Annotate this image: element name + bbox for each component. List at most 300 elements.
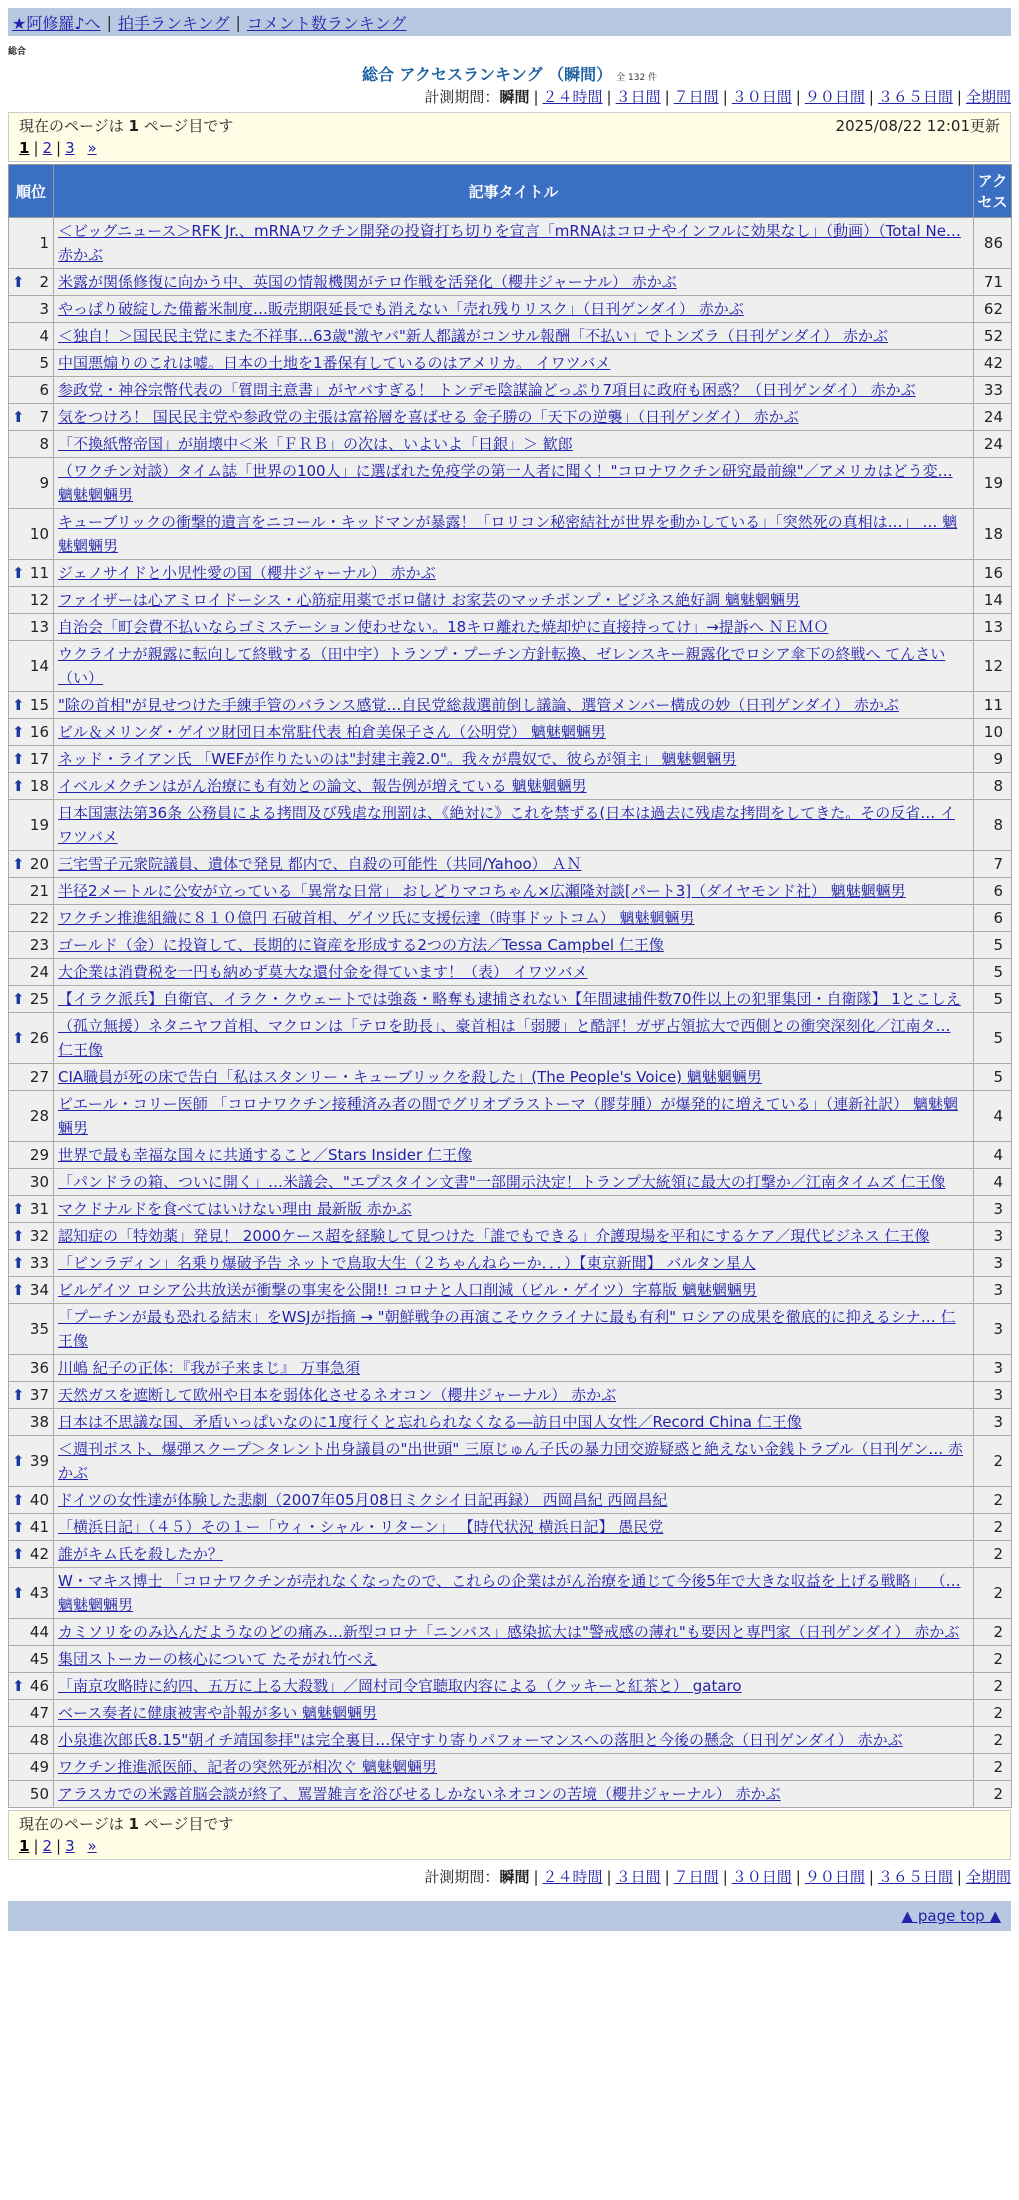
title-cell [54,1700,974,1727]
access-count-cell: 14 [974,587,1012,614]
table-row [9,1013,1012,1064]
article-title-link[interactable]: 「プーチンが最も恐れる結末」をWSJが指摘 → "朝鮮戦争の再演こそウクライナに最も有利" ロシアの成果を徹底的に抑えるシナ… 仁王像 [58,1308,956,1350]
rank-up-arrow-icon: ⬆ [12,1386,25,1404]
rank-cell [9,296,54,323]
title-cell [54,1487,974,1514]
period-current: 瞬間 [499,88,530,106]
title-cell [54,1223,974,1250]
article-title-link[interactable]: 日本国憲法第36条 公務員による拷問及び残虐な刑罰は、《絶対に》これを禁ずる(日本は過去に残虐な拷問をしてきた。その反省… イワツバメ [58,804,955,846]
rank-cell [9,692,54,719]
period-option-link[interactable]: ７日間 [673,1868,719,1886]
rank-number: 28 [29,1107,49,1125]
access-count-cell: 2 [974,1514,1012,1541]
table-row [9,1304,1012,1355]
rank-number: 11 [29,564,49,582]
nav-separator: | [106,12,112,32]
rank-number: 46 [29,1677,49,1695]
access-count-cell: 33 [974,377,1012,404]
rank-number: 18 [29,777,49,795]
article-title-link[interactable]: ゴールド（金）に投資して、長期的に資産を形成する2つの方法／Tessa Campbel 仁王像 [58,936,664,954]
period-separator: | [795,88,801,106]
title-cell [54,1541,974,1568]
table-row [9,1277,1012,1304]
title-cell [54,614,974,641]
title-cell [54,218,974,269]
period-separator: | [868,1868,874,1886]
title-cell [54,458,974,509]
rank-cell [9,323,54,350]
next-page-link[interactable]: » [87,1837,97,1855]
page-text-pre: 現在のページは [19,117,129,135]
rank-up-arrow-icon: ⬆ [12,1518,25,1536]
rank-cell [9,1013,54,1064]
rank-up-arrow-icon: ⬆ [12,1029,25,1047]
period-option-link[interactable]: ２４時間 [542,88,603,106]
rank-number: 31 [29,1200,49,1218]
current-page-text [19,115,233,137]
table-row [9,641,1012,692]
rank-number: 3 [39,300,49,318]
page-text-post: ページ目です [138,117,234,135]
page-top-link[interactable]: ▲ page top ▲ [901,1907,1001,1925]
access-count-cell: 2 [974,1436,1012,1487]
table-row [9,1409,1012,1436]
table-row [9,560,1012,587]
article-title-link[interactable]: ベース奏者に健康被害や訃報が多い 魑魅魍魎男 [58,1704,378,1722]
rank-cell [9,509,54,560]
access-count-cell: 5 [974,1013,1012,1064]
title-cell [54,1091,974,1142]
page-link[interactable]: 2 [42,1837,53,1855]
title-cell [54,296,974,323]
rank-cell [9,746,54,773]
table-row [9,1169,1012,1196]
article-title-link[interactable]: 川嶋 紀子の正体：『我が子来まじ』 万事急須 [58,1359,361,1377]
table-row [9,719,1012,746]
article-title-link[interactable]: ドイツの女性達が体験した悲劇（2007年05月08日ミクシイ日記再録） 西岡昌紀 西岡昌紀 [58,1491,668,1509]
period-option-link[interactable]: ７日間 [673,88,719,106]
article-title-link[interactable]: やっぱり破綻した備蓄米制度…販売期限延長でも消えない「売れ残りリスク」（日刊ゲンダイ） 赤かぶ [58,300,744,318]
article-title-link[interactable]: ジェノサイドと小児性愛の国（櫻井ジャーナル） 赤かぶ [58,564,436,582]
article-title-link[interactable]: 【イラク派兵】自衛官、イラク・クウェートでは強姦・略奪も逮捕されない【年間逮捕件数70件以上の犯罪集団・自衛隊】 1とこしえ [58,990,961,1008]
title-cell [54,1646,974,1673]
period-separator: | [795,1868,801,1886]
article-title-link[interactable]: 参政党・神谷宗幣代表の「質問主意書」がヤバすぎる！ トンデモ陰謀論どっぷり7項目に政府も困惑？（日刊ゲンダイ） 赤かぶ [58,381,916,399]
table-row [9,1700,1012,1727]
updated-timestamp: 2025/08/22 12:01更新 [835,117,1000,135]
rank-cell [9,1355,54,1382]
rank-cell [9,458,54,509]
title-cell [54,1355,974,1382]
period-separator: | [722,88,728,106]
rank-number: 50 [29,1785,49,1803]
rank-number: 5 [39,354,49,372]
article-title-link[interactable]: ＜週刊ポスト、爆弾スクープ＞タレント出身議員の"出世頭" 三原じゅん子氏の暴力団交遊疑惑と絶えない金銭トラブル（日刊ゲン… 赤かぶ [58,1440,963,1482]
rank-cell [9,1436,54,1487]
rank-number: 27 [29,1068,49,1086]
article-title-link[interactable]: ＜独自！＞国民民主党にまた不祥事…63歳"激ヤバ"新人都議がコンサル報酬「不払い」でトンズラ（日刊ゲンダイ） 赤かぶ [58,327,888,345]
period-separator: | [956,1868,962,1886]
article-title-link[interactable]: 「ビンラディン」名乗り爆破予告 ネットで鳥取大生（２ちゃんねらーか．．．）【東京新聞】 バルタン星人 [58,1254,756,1272]
article-title-link[interactable]: アラスカでの米露首脳会談が終了、罵詈雑言を浴びせるしかないネオコンの苦境（櫻井ジャーナル） 赤かぶ [58,1785,781,1803]
access-count-cell: 8 [974,773,1012,800]
rank-cell [9,1196,54,1223]
access-header: アクセス [974,165,1012,218]
article-title-link[interactable]: ネッド・ライアン氏 「WEFが作りたいのは"封建主義2.0"。我々が農奴で、彼らが領主」 魑魅魍魎男 [58,750,737,768]
rank-cell [9,986,54,1013]
title-cell [54,587,974,614]
rank-cell [9,1514,54,1541]
title-cell [54,350,974,377]
access-count-cell: 4 [974,1142,1012,1169]
period-selector-bottom [424,1866,1011,1887]
table-row [9,1754,1012,1781]
article-title-link[interactable]: 「横浜日記」（４５）その１ー「ウィ・シャル・リターン」 【時代状況 横浜日記】 愚民党 [58,1518,664,1536]
rank-cell [9,1781,54,1808]
article-title-link[interactable]: 「パンドラの箱、ついに開く」…米議会、"エプスタイン文書"一部開示決定！トランプ大統領に最大の打撃か／江南タイムズ 仁王像 [58,1173,946,1191]
rank-number: 45 [29,1650,49,1668]
category-label: 総合 [8,47,27,57]
rank-cell [9,1142,54,1169]
period-selector-top [424,86,1011,107]
access-count-cell: 3 [974,1250,1012,1277]
table-row [9,773,1012,800]
table-header-row [9,165,1012,218]
article-title-link[interactable]: キューブリックの衝撃的遺言をニコール・キッドマンが暴露！「ロリコン秘密結社が世界を動かしている」「突然死の真相は…」 … 魑魅魍魎男 [58,513,958,555]
title-cell [54,1619,974,1646]
table-row [9,1382,1012,1409]
rank-number: 38 [29,1413,49,1431]
pager-status-row [19,115,1000,137]
page-separator: | [56,139,62,157]
table-row [9,1142,1012,1169]
rank-number: 16 [29,723,49,741]
comment-ranking-link[interactable]: コメント数ランキング [246,13,407,33]
page-title-row [0,62,1019,85]
title-cell [54,1382,974,1409]
table-row [9,746,1012,773]
pager-status-row [19,1813,1000,1835]
table-row [9,404,1012,431]
table-row [9,1727,1012,1754]
rank-number: 41 [29,1518,49,1536]
page-text-pre: 現在のページは [19,1815,129,1833]
page-title: 総合 アクセスランキング （瞬間） [361,65,613,84]
article-title-link[interactable]: ピエール・コリー医師 「コロナワクチン接種済み者の間でグリオブラストーマ（膠芽腫）が爆発的に増えている」（連新社訳） 魑魅魍魎男 [58,1095,958,1137]
title-cell [54,641,974,692]
title-header: 記事タイトル [54,165,974,218]
rank-cell [9,1064,54,1091]
access-count-cell: 42 [974,350,1012,377]
article-title-link[interactable]: ビルゲイツ ロシア公共放送が衝撃の事実を公開!! コロナと人口削減（ビル・ゲイツ）字幕版 魑魅魍魎男 [58,1281,757,1299]
access-count-cell: 86 [974,218,1012,269]
rank-cell [9,1541,54,1568]
access-count-cell: 2 [974,1646,1012,1673]
rank-cell [9,1169,54,1196]
rank-number: 7 [39,408,49,426]
title-cell [54,1196,974,1223]
rank-up-arrow-icon: ⬆ [12,990,25,1008]
title-cell [54,1436,974,1487]
table-row [9,350,1012,377]
article-title-link[interactable]: ワクチン推進派医師、記者の突然死が相次ぐ 魑魅魍魎男 [58,1758,438,1776]
article-title-link[interactable]: （孤立無援）ネタニヤフ首相、マクロンは「テロを助長」、豪首相は「弱腰」と酷評！ガザ占領拡大で西側との衝突深刻化／江南タ… 仁王像 [58,1017,951,1059]
table-row [9,800,1012,851]
article-title-link[interactable]: （ワクチン対談）タイム誌「世界の100人」に選ばれた免疫学の第一人者に聞く！"コロナワクチン研究最前線"／アメリカはどう変… 魑魅魍魎男 [58,462,953,504]
title-cell [54,1304,974,1355]
rank-up-arrow-icon: ⬆ [12,1584,25,1602]
table-row [9,851,1012,878]
rank-number: 10 [29,525,49,543]
rank-number: 6 [39,381,49,399]
table-row [9,458,1012,509]
title-cell [54,800,974,851]
table-row [9,296,1012,323]
rank-up-arrow-icon: ⬆ [12,750,25,768]
rank-number: 36 [29,1359,49,1377]
rank-number: 35 [29,1320,49,1338]
rank-number: 44 [29,1623,49,1641]
access-count-cell: 5 [974,959,1012,986]
table-row [9,1619,1012,1646]
period-separator: | [533,1868,539,1886]
article-title-link[interactable]: ビル＆メリンダ・ゲイツ財団日本常駐代表 柏倉美保子さん（公明党） 魑魅魍魎男 [58,723,606,741]
rank-number: 9 [39,474,49,492]
rank-cell [9,1619,54,1646]
rank-up-arrow-icon: ⬆ [12,1452,25,1470]
title-cell [54,1673,974,1700]
access-count-cell: 3 [974,1382,1012,1409]
title-cell [54,959,974,986]
title-cell [54,932,974,959]
article-title-link[interactable]: イベルメクチンはがん治療にも有効との論文、報告例が増えている 魑魅魍魎男 [58,777,587,795]
rank-cell [9,932,54,959]
rank-cell [9,1382,54,1409]
page-current: 1 [19,139,30,157]
rank-number: 25 [29,990,49,1008]
rank-cell [9,404,54,431]
article-title-link[interactable]: 誰がキム氏を殺したか？ [58,1545,223,1563]
access-count-cell: 5 [974,932,1012,959]
article-title-link[interactable]: 「不換紙幣帝国」が崩壊中＜米「ＦＲＢ」の次は、いよいよ「日銀」＞ 歓郎 [58,435,573,453]
pager-bottom [8,1810,1011,1860]
rank-cell [9,377,54,404]
rank-number: 23 [29,936,49,954]
access-count-cell: 6 [974,905,1012,932]
rank-cell [9,1754,54,1781]
title-cell [54,1277,974,1304]
total-count: 全 132 件 [616,73,658,83]
access-count-cell: 3 [974,1355,1012,1382]
rank-number: 24 [29,963,49,981]
period-separator: | [722,1868,728,1886]
title-cell [54,905,974,932]
article-title-link[interactable]: マクドナルドを食べてはいけない理由 最新版 赤かぶ [58,1200,412,1218]
rank-cell [9,1250,54,1277]
ranking-table [8,164,1012,1808]
page-separator [79,1837,84,1855]
rank-cell [9,350,54,377]
access-count-cell: 6 [974,878,1012,905]
page-number: 1 [128,117,139,135]
access-count-cell: 3 [974,1409,1012,1436]
table-row [9,1781,1012,1808]
title-cell [54,746,974,773]
table-row [9,986,1012,1013]
period-separator: | [956,88,962,106]
rank-number: 17 [29,750,49,768]
article-title-link[interactable]: 半径2メートルに公安が立っている「異常な日常」 おしどりマコちゃん×広瀬隆対談[パート3]（ダイヤモンド社） 魑魅魍魎男 [58,882,906,900]
article-title-link[interactable]: ＜ビッグニュース＞RFK Jr.、mRNAワクチン開発の投資打ち切りを宣言「mRNAはコロナやインフルに効果なし」（動画）（Total Ne… 赤かぶ [58,222,961,264]
title-cell [54,1568,974,1619]
article-title-link[interactable]: 三宅雪子元衆院議員、遺体で発見 都内で、自殺の可能性（共同/Yahoo） ＡＮ [58,855,582,873]
table-row [9,959,1012,986]
table-row [9,509,1012,560]
page-link[interactable]: 3 [65,139,75,157]
pager-top [8,112,1011,162]
access-count-cell: 7 [974,851,1012,878]
access-count-cell: 52 [974,323,1012,350]
title-cell [54,269,974,296]
article-title-link[interactable]: 大企業は消費税を一円も納めず莫大な還付金を得ています！（表） イワツバメ [58,963,588,981]
period-option-link[interactable]: ９０日間 [804,1868,865,1886]
rank-number: 39 [29,1452,49,1470]
access-count-cell: 24 [974,404,1012,431]
article-title-link[interactable]: ウクライナが親露に転向して終戦する（田中宇）トランプ・プーチン方針転換、ゼレンスキー親露化でロシア傘下の終戦へ てんさい（い） [58,645,946,687]
rank-cell [9,773,54,800]
title-cell [54,404,974,431]
home-link[interactable]: ★阿修羅♪へ [12,13,101,33]
top-nav-bar [8,8,1011,36]
period-label: 計測期間： [424,88,500,106]
rank-number: 29 [29,1146,49,1164]
period-option-link[interactable]: ３０日間 [731,88,792,106]
rank-cell [9,1727,54,1754]
table-row [9,1250,1012,1277]
rank-number: 42 [29,1545,49,1563]
article-title-link[interactable]: カミソリをのみ込んだようなのどの痛み…新型コロナ「ニンバス」感染拡大は"警戒感の薄れ"も要因と専門家（日刊ゲンダイ） 赤かぶ [58,1623,960,1641]
access-count-cell: 2 [974,1781,1012,1808]
period-option-link[interactable]: ３６５日間 [877,1868,953,1886]
article-title-link[interactable]: 集団ストーカーの核心について たそがれ竹べえ [58,1650,378,1668]
rank-number: 26 [29,1029,49,1047]
rank-number: 1 [39,234,49,252]
rank-number: 33 [29,1254,49,1272]
article-title-link[interactable]: 日本は不思議な国、矛盾いっぱいなのに1度行くと忘れられなくなる―訪日中国人女性／Record China 仁王像 [58,1413,802,1431]
title-cell [54,1169,974,1196]
table-row [9,878,1012,905]
article-title-link[interactable]: W・マキス博士 「コロナワクチンが売れなくなったので、これらの企業はがん治療を通じて今後5年で大きな収益を上げる戦略」 （… 魑魅魍魎男 [58,1572,961,1614]
rank-number: 40 [29,1491,49,1509]
rank-number: 37 [29,1386,49,1404]
page-separator: | [33,1837,39,1855]
access-count-cell: 8 [974,800,1012,851]
article-title-link[interactable]: 中国悪煽りのこれは嘘。日本の土地を1番保有しているのはアメリカ。 イワツバメ [58,354,611,372]
article-title-link[interactable]: ファイザーは心アミロイドーシス・心筋症用薬でボロ儲け お家芸のマッチポンプ・ビジネス絶好調 魑魅魍魎男 [58,591,800,609]
rank-cell [9,1700,54,1727]
access-count-cell: 12 [974,641,1012,692]
article-title-link[interactable]: 認知症の「特効薬」発見！ 2000ケース超を経験して見つけた「誰でもできる」介護現場を平和にするケア／現代ビジネス 仁王像 [58,1227,930,1245]
rank-up-arrow-icon: ⬆ [12,723,25,741]
rank-number: 15 [29,696,49,714]
table-row [9,932,1012,959]
period-option-link[interactable]: 全期間 [965,88,1011,106]
period-separator: | [868,88,874,106]
clap-ranking-link[interactable]: 拍手ランキング [117,13,230,33]
title-cell [54,1781,974,1808]
access-count-cell: 4 [974,1091,1012,1142]
page-link[interactable]: 3 [65,1837,75,1855]
nav-separator: | [235,12,241,32]
article-title-link[interactable]: 天然ガスを遮断して欧州や日本を弱体化させるネオコン（櫻井ジャーナル） 赤かぶ [58,1386,617,1404]
access-count-cell: 5 [974,986,1012,1013]
table-row [9,377,1012,404]
page-link[interactable]: 2 [42,139,53,157]
title-cell [54,773,974,800]
article-title-link[interactable]: CIA職員が死の床で告白「私はスタンリー・キューブリックを殺した」(The People's Voice) 魑魅魍魎男 [58,1068,762,1086]
rank-cell [9,1091,54,1142]
rank-cell [9,959,54,986]
rank-cell [9,878,54,905]
table-row [9,1355,1012,1382]
period-current: 瞬間 [499,1868,530,1886]
rank-cell [9,1646,54,1673]
period-option-link[interactable]: ３日間 [615,1868,661,1886]
table-row [9,1514,1012,1541]
table-row [9,1541,1012,1568]
article-title-link[interactable]: 自治会「町会費不払いならゴミステーション使わせない。18キロ離れた焼却炉に直接持ってけ」→提訴へ ＮＥＭＯ [58,618,829,636]
table-row [9,614,1012,641]
rank-up-arrow-icon: ⬆ [12,777,25,795]
article-title-link[interactable]: 米露が関係修復に向かう中、英国の情報機関がテロ作戦を活発化（櫻井ジャーナル） 赤かぶ [58,273,677,291]
rank-cell [9,1673,54,1700]
bottom-bar [8,1901,1011,1931]
period-option-link[interactable]: ９０日間 [804,88,865,106]
title-cell [54,1142,974,1169]
rank-up-arrow-icon: ⬆ [12,855,25,873]
access-count-cell: 11 [974,692,1012,719]
article-title-link[interactable]: 「南京攻略時に約四、五万に上る大殺戮」／岡村司令官聴取内容による（クッキーと紅茶と） gataro [58,1677,742,1695]
next-page-link[interactable]: » [87,139,97,157]
period-option-link[interactable]: ３日間 [615,88,661,106]
period-option-link[interactable]: ２４時間 [542,1868,603,1886]
period-option-link[interactable]: 全期間 [965,1868,1011,1886]
access-count-cell: 16 [974,560,1012,587]
access-count-cell: 5 [974,1064,1012,1091]
table-row [9,1673,1012,1700]
rank-cell [9,1568,54,1619]
period-separator: | [533,88,539,106]
title-cell [54,1754,974,1781]
rank-up-arrow-icon: ⬆ [12,564,25,582]
pager-links-row [19,137,1000,159]
period-option-link[interactable]: ３０日間 [731,1868,792,1886]
title-cell [54,1064,974,1091]
article-title-link[interactable]: 気をつけろ！ 国民民主党や参政党の主張は富裕層を喜ばせる 金子勝の「天下の逆襲」（日刊ゲンダイ） 赤かぶ [58,408,799,426]
rank-cell [9,269,54,296]
title-cell [54,1250,974,1277]
article-title-link[interactable]: 世界で最も幸福な国々に共通すること／Stars Insider 仁王像 [58,1146,472,1164]
period-option-link[interactable]: ３６５日間 [877,88,953,106]
table-row [9,431,1012,458]
access-count-cell: 3 [974,1304,1012,1355]
article-title-link[interactable]: 小泉進次郎氏8.15"朝イチ靖国参拝"は完全裏目…保守すり寄りパフォーマンスへの落胆と今後の懸念（日刊ゲンダイ） 赤かぶ [58,1731,903,1749]
table-row [9,1091,1012,1142]
rank-number: 4 [39,327,49,345]
rank-number: 32 [29,1227,49,1245]
article-title-link[interactable]: "除の首相"が見せつけた手練手管のバランス感覚…自民党総裁選前倒し議論、選管メンバー構成の妙（日刊ゲンダイ） 赤かぶ [58,696,899,714]
article-title-link[interactable]: ワクチン推進組織に８１０億円 石破首相、ゲイツ氏に支援伝達（時事ドットコム） 魑魅魍魎男 [58,909,695,927]
